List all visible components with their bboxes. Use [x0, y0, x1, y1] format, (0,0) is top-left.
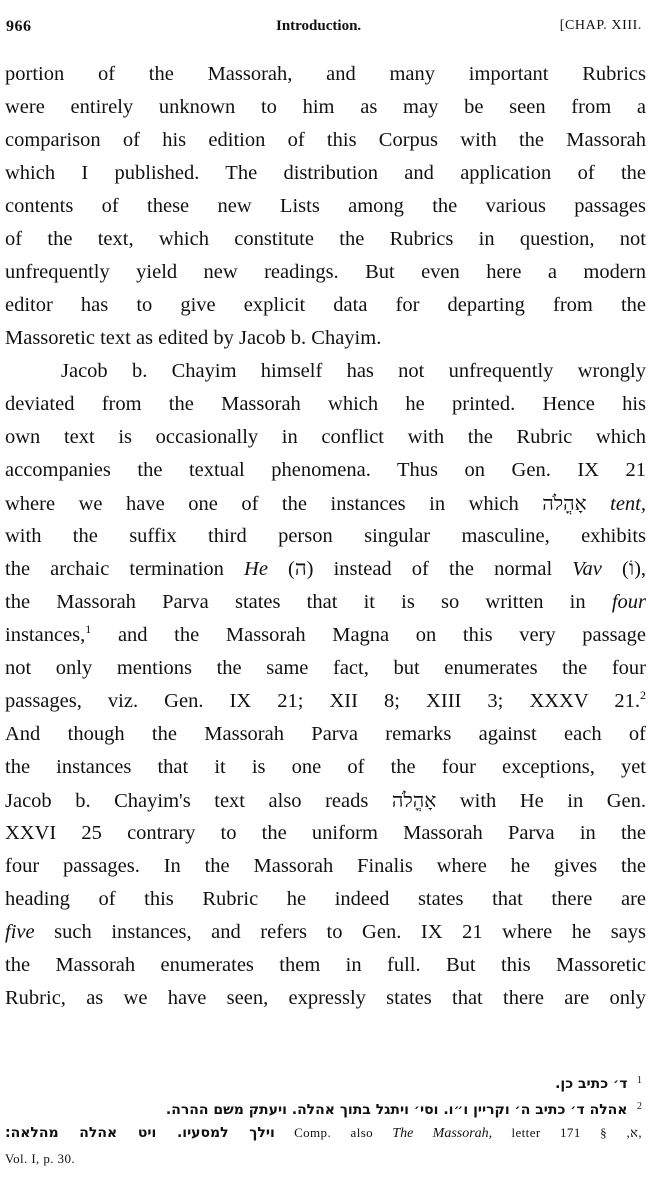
footnote-text: letter א, § 171, [511, 1125, 642, 1140]
text-span: (וֹ), [622, 558, 646, 580]
text-line: were entirely unknown to him as may be seen from a [5, 96, 646, 118]
text-line: And though the Massorah Parva remarks against each of [5, 723, 646, 745]
footnote-ref[interactable]: 1 [85, 622, 92, 636]
text-line: Rubric, as we have seen, expressly states that there are only [5, 987, 646, 1009]
text-line [5, 619, 646, 652]
footnote-1 [5, 1068, 642, 1094]
text-line: not only mentions the same fact, but enumerates the four [5, 657, 646, 679]
text-line: with the suffix third person singular masculine, exhibits [5, 525, 646, 547]
text-line [5, 487, 646, 520]
text-line: own text is occasionally in conflict with the Rubric which [5, 426, 646, 448]
text-line: the instances that it is one of the four exceptions, yet [5, 756, 646, 778]
text-line: accompanies the textual phenomena. Thus on Gen. IX 21 [5, 459, 646, 481]
text-span: such instances, and refers to Gen. IX 21 where he says [54, 921, 646, 943]
text-line: heading of this Rubric he indeed states that there are [5, 888, 646, 910]
text-span: instances, [5, 624, 86, 646]
footnote-number: 2 [637, 1101, 642, 1112]
text-line [5, 916, 646, 949]
text-span: (ה) instead of the normal [288, 558, 553, 580]
text-span: passages, viz. Gen. IX 21; XII 8; XIII 3; XXXV 21. [5, 690, 640, 712]
text-span: Jacob b. Chayim's text also reads [5, 790, 369, 812]
text-line [5, 784, 646, 817]
text-line: portion of the Massorah, and many important Rubrics [5, 63, 646, 85]
text-line: unfrequently yield new readings. But even here a modern [5, 261, 646, 283]
footnote-hebrew: ד׳ כתיב כן. [555, 1076, 628, 1092]
italic-word: Vav [572, 558, 602, 580]
footnote-text: Comp. also [294, 1125, 374, 1140]
footnote-number: 1 [637, 1075, 642, 1086]
hebrew-word: אָהֳלֹה [391, 788, 437, 812]
page-number: 966 [6, 18, 32, 35]
text-line: four passages. In the Massorah Finalis where he gives the [5, 855, 646, 877]
text-line [5, 685, 646, 718]
footnote-ref[interactable]: 2 [640, 688, 646, 702]
italic-word: He [244, 558, 268, 580]
text-line: of the text, which constitute the Rubrics in question, not [5, 228, 646, 250]
text-line: XXVI 25 contrary to the uniform Massorah Parva in the [5, 822, 646, 844]
text-line [5, 553, 646, 586]
footnote-2 [5, 1094, 642, 1120]
text-line: editor has to give explicit data for departing from the [5, 294, 646, 316]
text-line [5, 586, 646, 619]
footnote-text: Vol. I, p. 30. [5, 1151, 76, 1166]
text-line: the Massorah enumerates them in full. But this Massoretic [5, 954, 646, 976]
text-line: comparison of his edition of this Corpus with the Massorah [5, 129, 646, 151]
footnote-hebrew: וילך למסעיו. ויט אהלה מהלאה: [5, 1125, 275, 1141]
footnote-italic: The Massorah, [392, 1126, 493, 1141]
footnotes [5, 1068, 642, 1172]
text-line: which I published. The distribution and application of the [5, 162, 646, 184]
text-span: and the Massorah Magna on this very passage [117, 624, 646, 646]
chapter-label: [CHAP. XIII. [559, 18, 642, 33]
hebrew-word: אָהֳלֹה [542, 491, 587, 515]
italic-word: tent, [610, 493, 646, 515]
text-line: contents of these new Lists among the various passages [5, 195, 646, 217]
footnote-2-continued [5, 1120, 642, 1146]
text-span: where we have one of the instances in which [5, 493, 519, 515]
text-span: the Massorah Parva states that it is so written in [5, 591, 586, 613]
footnote-hebrew: אהלה ד׳ כתיב ה׳ וקריין ו״ו. וסי׳ ויתגל בתוך אהלה. ויעתק משם ההרה. [165, 1102, 628, 1118]
text-line: Jacob b. Chayim himself has not unfrequently wrongly [61, 360, 646, 382]
text-span: with He in Gen. [459, 790, 646, 812]
italic-word: five [5, 921, 35, 943]
text-line: deviated from the Massorah which he printed. Hence his [5, 393, 646, 415]
running-head [6, 18, 642, 42]
body-text [5, 58, 646, 1015]
running-title: Introduction. [276, 18, 362, 34]
text-line: Massoretic text as edited by Jacob b. Chayim. [5, 327, 382, 349]
text-span: the archaic termination [5, 558, 224, 580]
italic-word: four [611, 591, 646, 613]
footnote-2-end [5, 1146, 642, 1172]
